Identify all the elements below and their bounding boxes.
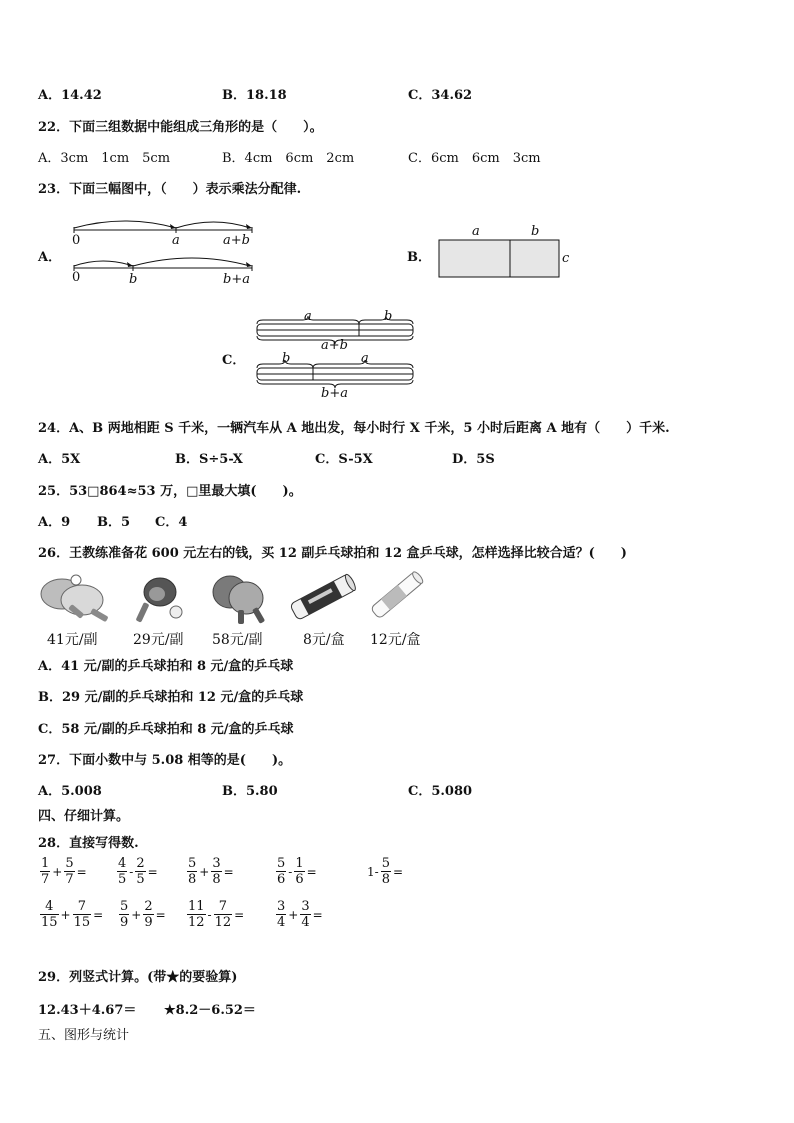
q27-option-a: A．5.008 [38,784,102,799]
q24-option-c: C．S-5X [315,452,373,467]
q23-label-c: C． [222,353,246,368]
q27-option-c: C．5.080 [408,784,473,799]
q24-stem: 24．A、B 两地相距 S 千米，一辆汽车从 A 地出发，每小时行 X 千米，5 小时后距离 A 地有（ ）千米. [38,421,670,436]
q26-option-b: B．29 元/副的乒乓球拍和 12 元/盒的乒乓球 [38,690,304,705]
q22-stem: 22．下面三组数据中能组成三角形的是（ ）。 [38,120,323,135]
q23-b-label-b: b [531,224,540,239]
q28-expr-9: $\frac{3}{4}$ + $\frac{3}{4}$ = [277,899,323,930]
q26-option-a: A．41 元/副的乒乓球拍和 8 元/盒的乒乓球 [38,659,294,674]
q23-a-bottom-zero: 0 [72,270,81,285]
q25-option-c: C．4 [155,515,188,530]
q28-expr-7: $\frac{5}{9}$ + $\frac{2}{9}$ = [120,899,166,930]
q25-option-a: A．9 [38,515,71,530]
q23-a-bottom-b: b [129,272,138,287]
q24-option-b: B．S÷5-X [175,452,243,467]
q23-c-top-sum: a+b [321,338,348,353]
q26-stem: 26．王教练准备花 600 元左右的钱，买 12 副乒乓球拍和 12 盒乒乓球，怎样选择比较合适？( ) [38,546,627,561]
section-5-heading: 五、图形与统计 [38,1028,130,1043]
q23-a-top-a: a [172,233,180,248]
price-12: 12元/盒 [370,632,421,648]
q23-figure-b [438,239,560,279]
q23-a-top-sum: a+b [223,233,250,248]
q23-c-bottom-b: b [282,351,291,366]
q23-b-label-a: a [472,224,480,239]
price-8: 8元/盒 [303,632,345,648]
q26-option-c: C．58 元/副的乒乓球拍和 8 元/盒的乒乓球 [38,722,294,737]
q28-expr-6: $\frac{4}{15}$ + $\frac{7}{15}$ = [41,899,104,930]
q23-c-bottom-a: a [361,351,369,366]
q23-c-top-a: a [304,309,312,324]
q23-figure-c [255,318,417,390]
q28-expr-3: $\frac{5}{8}$ + $\frac{3}{8}$ = [188,856,234,887]
section-4-heading: 四、仔细计算。 [38,809,130,824]
paddle-pair-41-icon [38,570,114,628]
price-41: 41元/副 [47,632,98,648]
q29-expr-1: 12.43＋4.67＝ [38,1003,137,1018]
q28-expr-8: $\frac{11}{12}$ - $\frac{7}{12}$ = [188,899,245,930]
q25-stem: 25．53□864≈53 万，□里最大填( )。 [38,484,302,499]
price-29: 29元/副 [133,632,184,648]
paddle-single-29-icon [130,572,188,628]
q25-option-b: B．5 [97,515,131,530]
q28-expr-2: $\frac{4}{5}$ - $\frac{2}{5}$ = [118,856,158,887]
price-58: 58元/副 [212,632,263,648]
q23-c-top-b: b [384,309,393,324]
q24-option-a: A．5X [38,452,81,467]
q23-label-b: B． [407,250,431,265]
q21-option-b: B．18.18 [222,88,287,103]
paddle-pair-58-icon [208,570,270,626]
q29-stem: 29．列竖式计算。(带★的要验算) [38,970,238,985]
ball-tube-8-icon [288,572,358,622]
q23-b-label-c: c [562,251,570,266]
q22-option-b: B．4cm 6cm 2cm [222,151,355,166]
ball-tube-12-icon [366,570,428,620]
q23-a-top-zero: 0 [72,233,81,248]
q27-stem: 27．下面小数中与 5.08 相等的是( )。 [38,753,292,768]
q28-expr-1: $\frac{1}{7}$ + $\frac{5}{7}$ = [41,856,87,887]
q29-expr-2: ★8.2－6.52＝ [164,1003,256,1018]
q22-option-c: C．6cm 6cm 3cm [408,151,541,166]
q21-option-a: A．14.42 [38,88,102,103]
q21-option-c: C．34.62 [408,88,473,103]
q23-stem: 23．下面三幅图中，（ ）表示乘法分配律. [38,182,302,197]
q22-option-a: A．3cm 1cm 5cm [38,151,171,166]
q23-a-bottom-sum: b+a [223,272,250,287]
q23-c-bottom-sum: b+a [321,386,348,401]
q27-option-b: B．5.80 [222,784,278,799]
q28-expr-4: $\frac{5}{6}$ - $\frac{1}{6}$ = [277,856,317,887]
q24-option-d: D．5S [452,452,495,467]
q23-label-a: A． [38,250,62,265]
q28-expr-5: 1- $\frac{5}{8}$ = [367,856,404,887]
q28-stem: 28．直接写得数. [38,836,139,851]
